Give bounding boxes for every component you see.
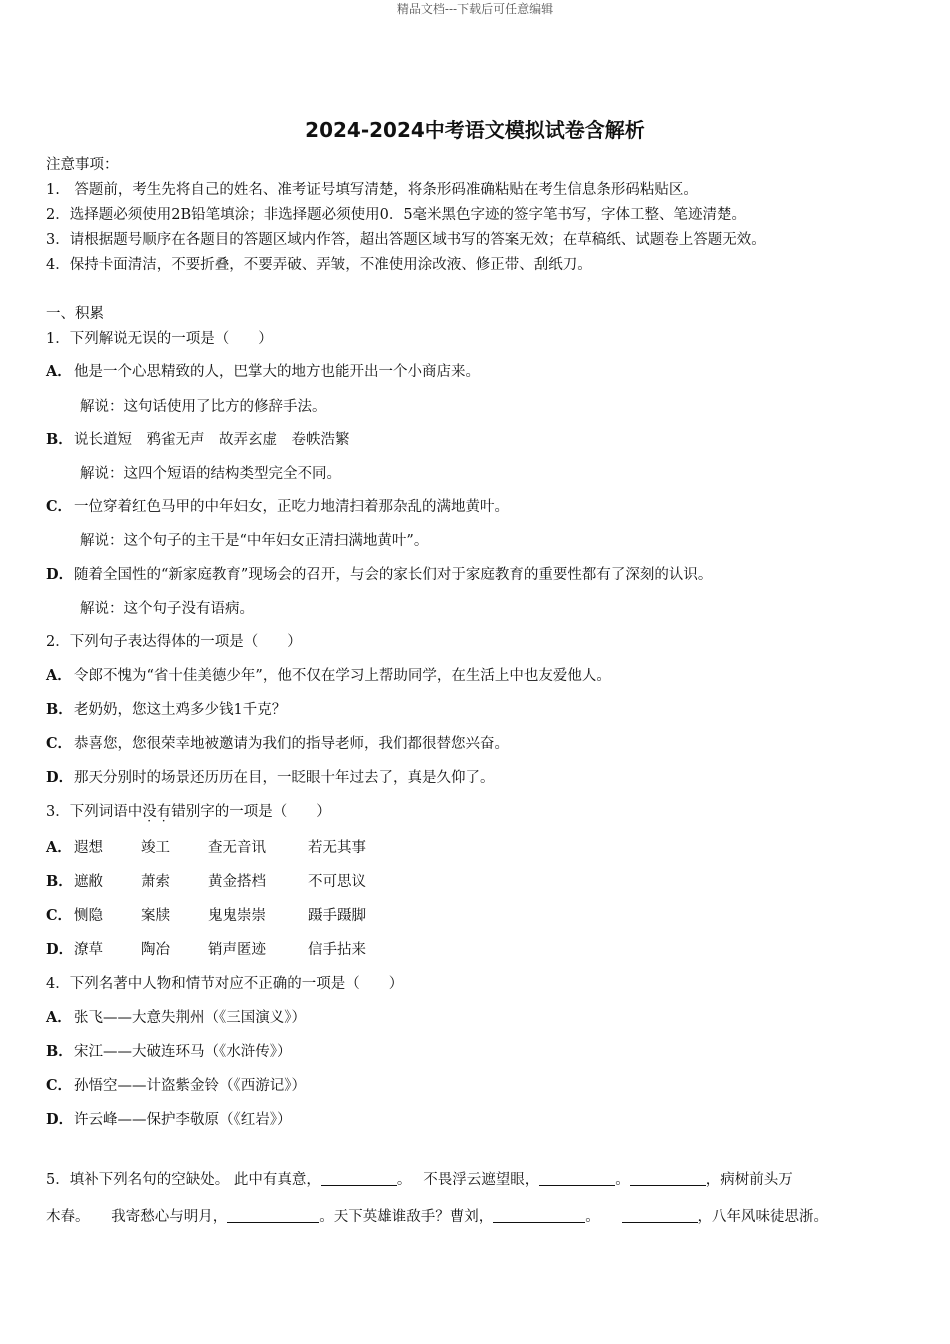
notice-item: 3．请根据题号顺序在各题目的答题区域内作答，超出答题区域书写的答案无效；在草稿纸、试题卷上答题无效。: [46, 232, 766, 248]
q2-option-c: C． 恭喜您，您很荣幸地被邀请为我们的指导老师，我们都很替您兴奋。: [46, 735, 509, 752]
q1-note-d: 解说：这个句子没有语病。: [80, 601, 254, 617]
q1-option-b: B．说长道短 鸦雀无声 故弄玄虚 卷帙浩繁: [46, 431, 350, 448]
emphasis-mark: 没: [142, 804, 157, 820]
notice-heading: 注意事项：: [46, 157, 119, 173]
blank-field[interactable]: [321, 1171, 397, 1186]
blank-field[interactable]: [539, 1171, 615, 1186]
q4-option-d: D．许云峰——保护李敬原（《红岩》）: [46, 1111, 292, 1128]
question-5-line-1: 5．填补下列名句的空缺处。 此中有真意， 。 不畏浮云遮望眼， 。 ，病树前头万: [46, 1172, 793, 1188]
notice-item: 1. 答题前，考生先将自己的姓名、准考证号填写清楚，将条形码准确粘贴在考生信息条形码粘贴区。: [46, 182, 698, 198]
q4-option-c: C． 孙悟空——计盗紫金铃（《西游记》）: [46, 1077, 306, 1094]
blank-field[interactable]: [227, 1208, 319, 1223]
q3-option-c: C． 恻隐 案牍 鬼鬼崇崇 蹑手蹑脚: [46, 907, 366, 924]
q1-note-a: 解说：这句话使用了比方的修辞手法。: [80, 399, 327, 415]
question-2-stem: 2．下列句子表达得体的一项是（ ）: [46, 634, 302, 650]
page-title: 2024-2024中考语文模拟试卷含解析: [305, 118, 645, 142]
question-4-stem: 4．下列名著中人物和情节对应不正确的一项是（ ）: [46, 976, 404, 992]
page-header: 精品文档---下载后可任意编辑: [396, 2, 554, 16]
question-3-stem: 3．下列词语中没有错别字的一项是（ ）: [46, 804, 331, 820]
q3-option-b: B．遮敝 萧索 黄金搭档 不可思议: [46, 873, 366, 890]
blank-field[interactable]: [630, 1171, 706, 1186]
q4-option-a: A． 张飞——大意失荆州（《三国演义》）: [46, 1009, 306, 1026]
q2-option-b: B．老奶奶，您这土鸡多少钱1千克？: [46, 701, 287, 718]
q1-option-d: D．随着全国性的“新家庭教育”现场会的召开，与会的家长们对于家庭教育的重要性都有了深刻的认识。: [46, 566, 713, 583]
q4-option-b: B．宋江——大破连环马（《水浒传》）: [46, 1043, 292, 1060]
q1-note-b: 解说：这四个短语的结构类型完全不同。: [80, 466, 341, 482]
question-1-stem: 1．下列解说无误的一项是（ ）: [46, 331, 273, 347]
q2-option-a: A． 令郎不愧为“省十佳美德少年”，他不仅在学习上帮助同学，在生活上中也友爱他人。: [46, 667, 611, 684]
notice-item: 4．保持卡面清洁，不要折叠，不要弄破、弄皱，不准使用涂改液、修正带、刮纸刀。: [46, 257, 592, 273]
emphasis-mark: 有: [156, 804, 172, 820]
notice-item: 2．选择题必须使用2B铅笔填涂；非选择题必须使用0．5毫米黑色字迹的签字笔书写，字体工整、笔迹清楚。: [46, 207, 747, 223]
blank-field[interactable]: [622, 1208, 698, 1223]
section-heading: 一、积累: [46, 306, 104, 322]
q3-option-d: D．潦草 陶冶 销声匿迹 信手拈来: [46, 941, 366, 958]
q3-option-a: A． 遐想 竣工 查无音讯 若无其事: [46, 839, 366, 856]
q2-option-d: D．那天分别时的场景还历历在目，一眨眼十年过去了，真是久仰了。: [46, 769, 495, 786]
q1-option-c: C． 一位穿着红色马甲的中年妇女，正吃力地清扫着那杂乱的满地黄叶。: [46, 498, 509, 515]
blank-field[interactable]: [493, 1208, 585, 1223]
q1-note-c: 解说：这个句子的主干是“中年妇女正清扫满地黄叶”。: [80, 533, 429, 549]
question-5-line-2: 木春。 我寄愁心与明月， 。天下英雄谁敌手？曹刘， 。 ，八年风味徒思浙。: [46, 1209, 828, 1225]
q1-option-a: A． 他是一个心思精致的人，巴掌大的地方也能开出一个小商店来。: [46, 363, 480, 380]
